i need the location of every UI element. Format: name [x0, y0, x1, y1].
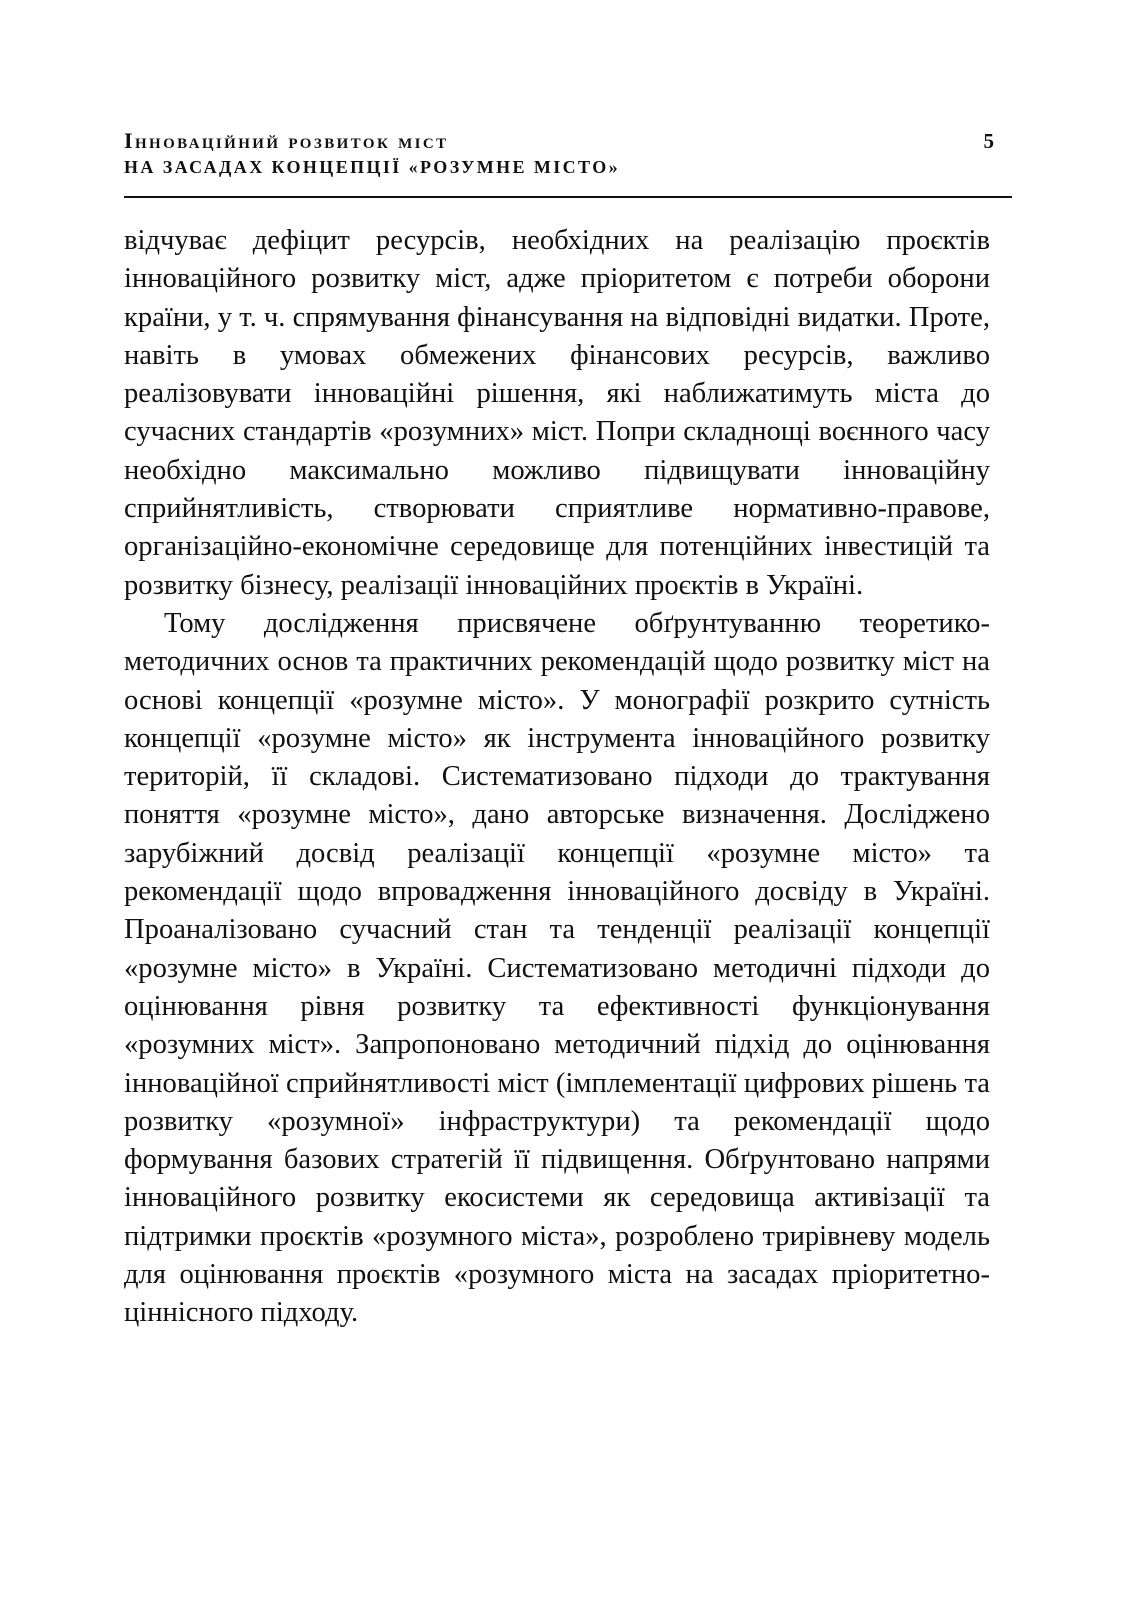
- header-title-line-1: Інноваційний розвиток міст: [124, 128, 449, 153]
- paragraph-1: відчуває дефіцит ресурсів, необхідних на реалізацію проєктів інноваційного розвитку міст, адже пріоритетом є потреби оборони країни, у т. ч. спрямування фінансування на відповідні видатки. Проте, навіть в умовах обмежених фінансових ресурсів, важливо реалізовувати інноваційні рішення, які наближатимуть міста до сучасних стандартів «розумних» міст. Попри складнощі воєнного часу необхідно максимально можливо підвищувати інноваційну сприйнятливість, створювати сприятливе нормативно-правове, організаційно-економічне середовище для потенційних інвестицій та розвитку бізнесу, реалізації інноваційних проєктів в Україні.: [124, 225, 990, 601]
- paragraph-2: Тому дослідження присвячене обґрунтуванню теоретико-методичних основ та практичних рекомендацій щодо розвитку міст на основі концепції «розумне місто». У монографії розкрито сутність концепції «розумне місто» як інструмента інноваційного розвитку територій, її складові. Систематизовано підходи до трактування поняття «розумне місто», дано авторське визначення. Досліджено зарубіжний досвід реалізації концепції «розумне місто» та рекомендації щодо впровадження інноваційного досвіду в Україні. Проаналізовано сучасний стан та тенденції реалізації концепції «розумне місто» в Україні. Систематизовано методичні підходи до оцінювання рівня розвитку та ефективності функціонування «розумних міст». Запропоновано методичний підхід до оцінювання інноваційної сприйнятливості міст (імплементації цифрових рішень та розвитку «розумної» інфраструктури) та рекомендації щодо формування базових стратегій її підвищення. Обґрунтовано напрями інноваційного розвитку екосистеми як середовища активізації та підтримки проєктів «розумного міста», розроблено трирівневу модель для оцінювання проєктів «розумного міста на засадах пріоритетно-ціннісного підходу.: [124, 607, 990, 1329]
- body-text: [124, 222, 990, 1333]
- running-header: [124, 128, 1012, 198]
- header-title-line-2: НА ЗАСАДАХ КОНЦЕПЦІЇ «РОЗУМНЕ МІСТО»: [124, 157, 621, 177]
- page-number: 5: [983, 129, 994, 153]
